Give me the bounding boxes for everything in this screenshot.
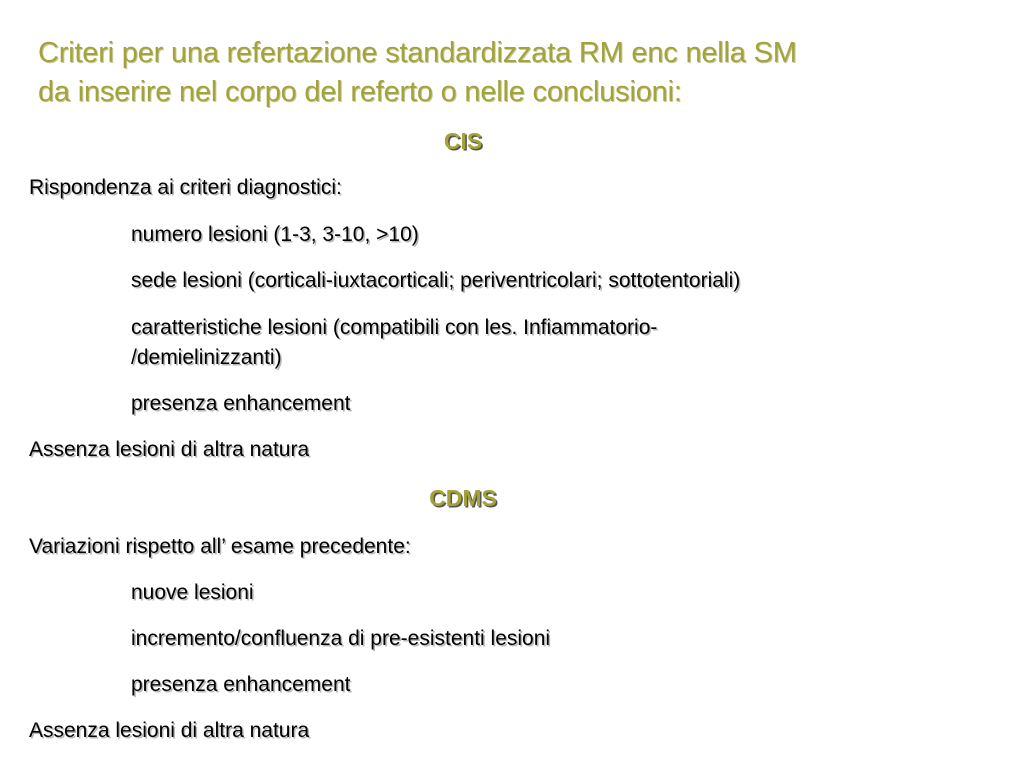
cis-item-lesion-features-2: /demielinizzanti) xyxy=(131,346,282,369)
cis-closing: Assenza lesioni di altra natura xyxy=(29,438,310,461)
cdms-item-increment: incremento/confluenza di pre-esistenti lesioni xyxy=(131,627,551,650)
title-line-1: Criteri per una refertazione standardizzata RM enc nella SM xyxy=(38,37,797,69)
cdms-intro: Variazioni rispetto all’ esame precedente: xyxy=(29,535,411,558)
cis-item-lesion-count: numero lesioni (1-3, 3-10, >10) xyxy=(131,223,419,246)
cis-item-lesion-site: sede lesioni (corticali-iuxtacorticali; periventricolari; sottotentoriali) xyxy=(131,269,741,292)
cdms-closing: Assenza lesioni di altra natura xyxy=(29,719,310,742)
cis-intro: Rispondenza ai criteri diagnostici: xyxy=(29,176,342,199)
slide-title xyxy=(38,34,998,112)
cdms-heading: CDMS xyxy=(429,485,497,511)
cdms-item-new-lesions: nuove lesioni xyxy=(131,581,254,604)
cis-item-enhancement: presenza enhancement xyxy=(131,392,351,415)
title-line-2: da inserire nel corpo del referto o nelle conclusioni: xyxy=(38,76,682,108)
cis-heading: CIS xyxy=(443,128,483,154)
cis-item-lesion-features-1: caratteristiche lesioni (compatibili con les. Infiammatorio- xyxy=(131,316,658,339)
cdms-item-enhancement: presenza enhancement xyxy=(131,673,351,696)
